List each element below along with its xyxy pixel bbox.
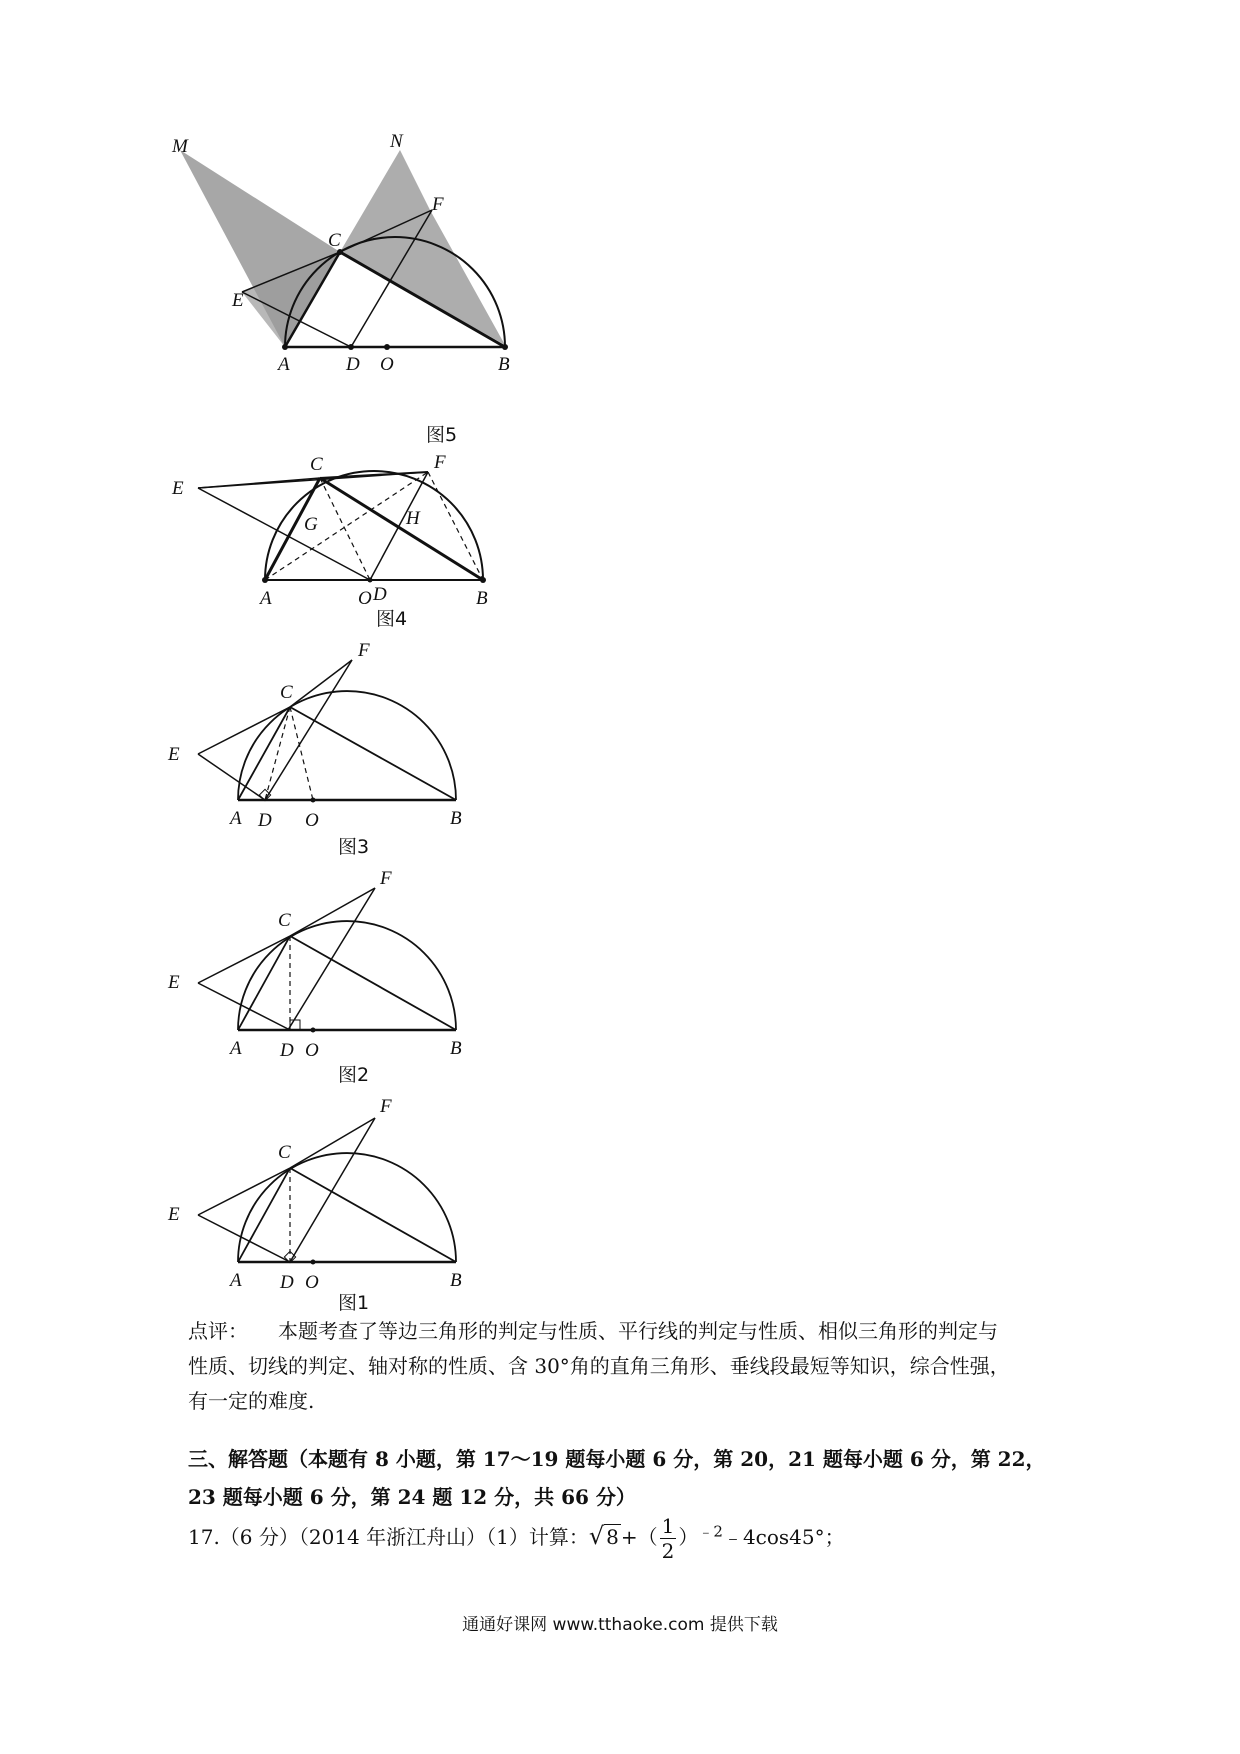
fraction <box>660 1514 677 1563</box>
question-17: 17.（6 分）（2014 年浙江舟山）（1）计算：√ 8 +（ $\frac{1}{2}$ ）$^{﹣2}$﹣4cos45°； <box>188 1514 845 1563</box>
question-17-rest: ﹣4cos45°； <box>722 1525 845 1549</box>
label-A: A <box>230 1038 242 1059</box>
footer: 通通好课网 www.tthaoke.com 提供下载 <box>462 1615 778 1635</box>
label-O: O <box>305 1272 319 1293</box>
radicand: 8 <box>606 1525 619 1549</box>
comment-line-1: 点评： 本题考查了等边三角形的判定与性质、平行线的判定与性质、相似三角形的判定与 <box>188 1319 998 1343</box>
label-A: A <box>230 1270 242 1291</box>
figure-3-caption: 图3 <box>338 836 370 858</box>
comment-line-3: 有一定的难度. <box>188 1389 315 1413</box>
label-E: E <box>232 290 244 311</box>
label-M: M <box>172 136 188 157</box>
label-A: A <box>278 354 290 375</box>
label-O: O <box>380 354 394 375</box>
label-C: C <box>278 1142 291 1163</box>
label-F: F <box>434 452 446 473</box>
figure-3 <box>168 632 600 832</box>
label-B: B <box>498 354 510 375</box>
label-F: F <box>380 1096 392 1117</box>
section-heading-line-1: 三、解答题（本题有 8 小题，第 17～19 题每小题 6 分，第 20，21 题每小题 6 分，第 22， <box>188 1447 1046 1471</box>
label-E: E <box>168 1204 180 1225</box>
figure-1-caption: 图1 <box>338 1292 370 1314</box>
section-heading <box>188 1440 1068 1516</box>
label-O: O <box>305 810 319 831</box>
label-F: F <box>432 194 444 215</box>
exponent: ﹣2 <box>698 1522 723 1541</box>
label-D: D <box>346 354 360 375</box>
sqrt-symbol: √ <box>588 1522 605 1550</box>
figure-1 <box>168 1090 600 1293</box>
figure-4-caption: 图4 <box>376 608 408 630</box>
question-17-prefix: 17.（6 分）（2014 年浙江舟山）（1）计算： <box>188 1525 589 1549</box>
label-C: C <box>310 454 323 475</box>
label-C: C <box>280 682 293 703</box>
figure-4 <box>172 448 600 609</box>
label-O: O <box>305 1040 319 1061</box>
label-O: O <box>358 588 372 609</box>
comment-label: 点评： <box>188 1319 248 1343</box>
label-N: N <box>390 131 403 152</box>
fraction-denominator: 2 <box>661 1539 675 1563</box>
label-F: F <box>358 640 370 661</box>
label-C: C <box>278 910 291 931</box>
trace-region-m <box>180 150 340 347</box>
section-heading-line-2: 23 题每小题 6 分，第 24 题 12 分，共 66 分） <box>188 1485 636 1509</box>
figure-5-caption: 图5 <box>426 424 458 446</box>
label-E: E <box>168 744 180 765</box>
comment-line-2: 性质、切线的判定、轴对称的性质、含 30°角的直角三角形、垂线段最短等知识，综合性强， <box>188 1354 1010 1378</box>
label-B: B <box>476 588 488 609</box>
label-G: G <box>304 514 318 535</box>
fraction-numerator: 1 <box>661 1514 675 1538</box>
figure-5 <box>172 131 600 430</box>
comment-paragraph <box>188 1314 1068 1419</box>
label-B: B <box>450 808 462 829</box>
label-C: C <box>328 230 341 251</box>
label-H: H <box>406 508 420 529</box>
label-D: D <box>373 584 387 605</box>
label-A: A <box>230 808 242 829</box>
label-D: D <box>258 810 272 831</box>
label-D: D <box>280 1040 294 1061</box>
label-F: F <box>380 868 392 889</box>
label-E: E <box>168 972 180 993</box>
figure-2-caption: 图2 <box>338 1064 370 1086</box>
label-E: E <box>172 478 184 499</box>
trace-region-n <box>340 150 505 345</box>
figure-2 <box>168 858 600 1061</box>
label-B: B <box>450 1038 462 1059</box>
label-B: B <box>450 1270 462 1291</box>
label-D: D <box>280 1272 294 1293</box>
label-A: A <box>260 588 272 609</box>
